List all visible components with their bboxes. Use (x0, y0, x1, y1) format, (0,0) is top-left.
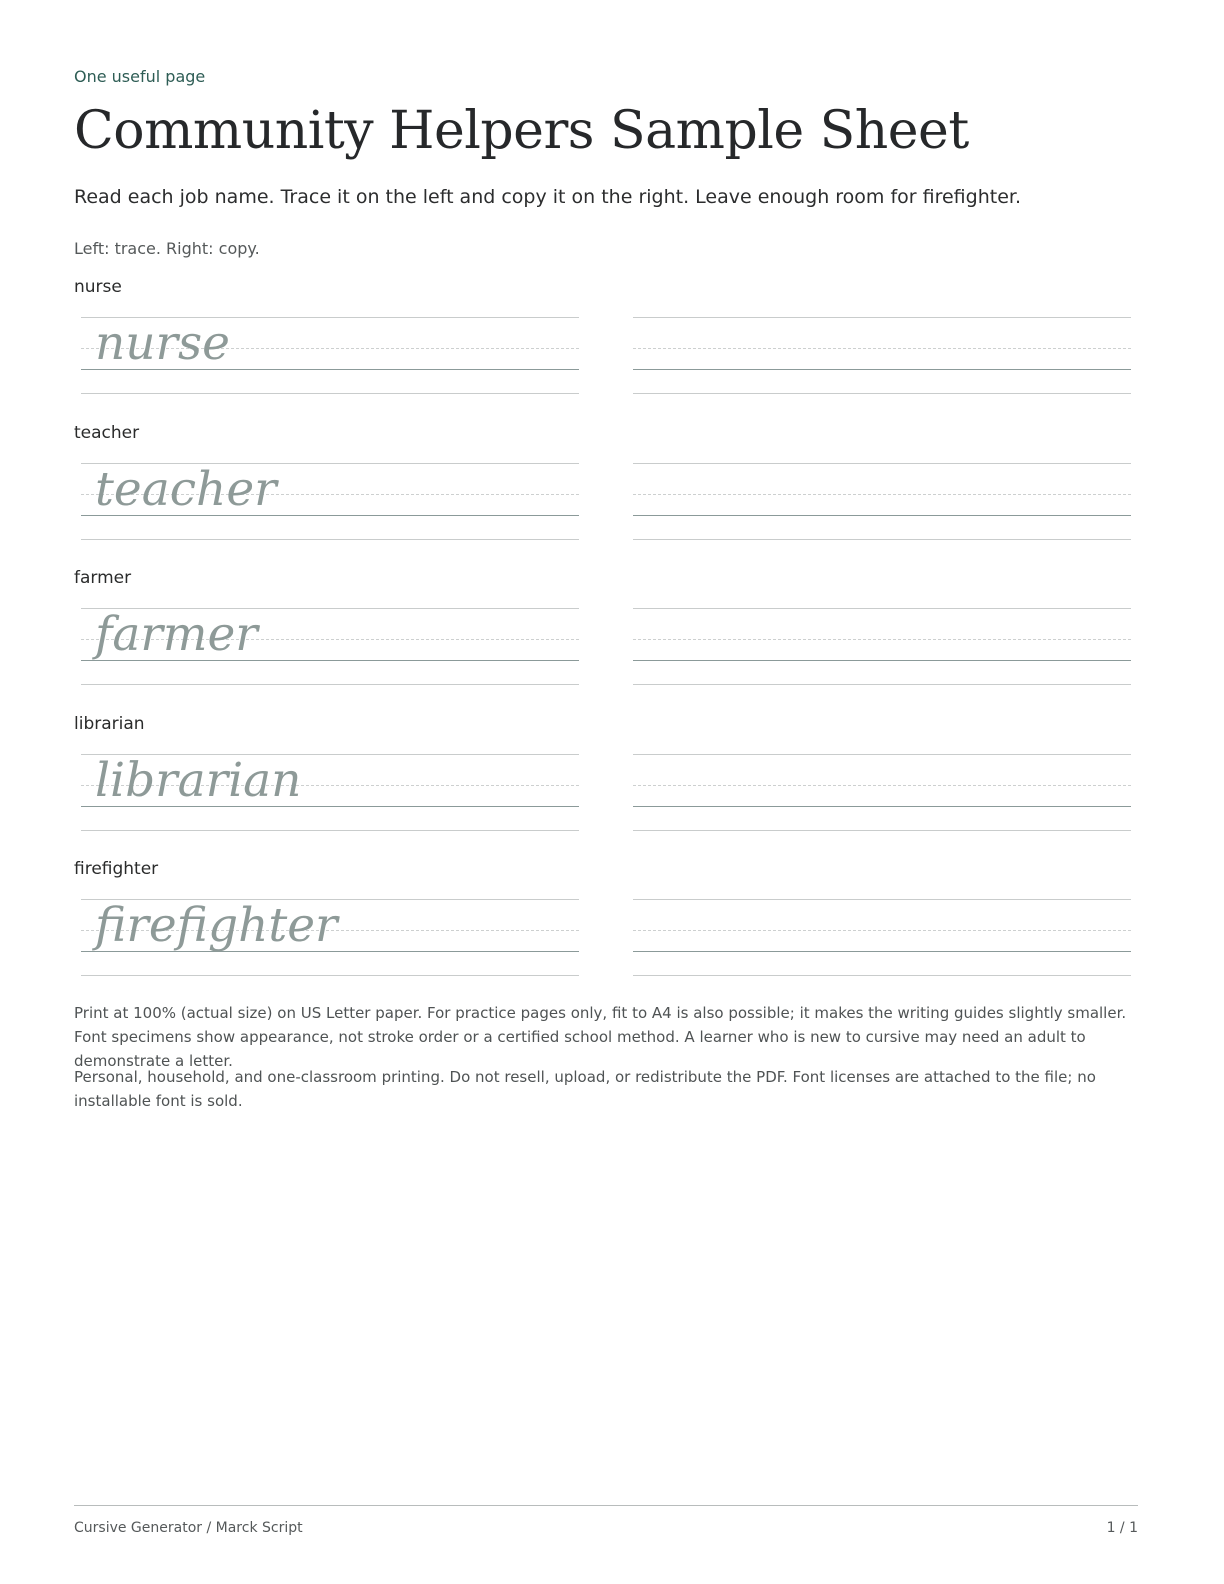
trace-guide (81, 452, 579, 540)
baseline (633, 951, 1131, 952)
print-note: Print at 100% (actual size) on US Letter paper. For practice pages only, fit to A4 is also possible; it makes the writing guides slightly smaller. Font specimens show appearance, not stroke order or a certified school method. A learner who is new to cursive may need an adult to demonstrate a letter. (74, 1004, 1127, 1070)
descender-line (633, 684, 1131, 685)
midline-dashed (633, 348, 1131, 349)
trace-word: teacher (95, 461, 277, 517)
word-label: librarian (74, 713, 145, 734)
practice-row-nurse (74, 276, 1138, 422)
trace-word: nurse (95, 316, 230, 371)
descender-line (633, 393, 1131, 394)
page-title: Community Helpers Sample Sheet (74, 101, 969, 161)
trace-word: farmer (95, 607, 258, 662)
ascender-line (633, 899, 1131, 900)
descender-line (81, 393, 579, 394)
footer-divider (74, 1505, 1138, 1506)
trace-guide (81, 888, 579, 976)
word-label: farmer (74, 568, 132, 588)
trace-word: firefighter (95, 898, 338, 953)
trace-guide (81, 306, 579, 394)
copy-guide (633, 888, 1131, 976)
descender-line (81, 830, 579, 831)
page-number: 1 / 1 (1106, 1520, 1138, 1536)
trace-word: librarian (95, 752, 302, 808)
ascender-line (633, 317, 1131, 318)
copy-guide (633, 597, 1131, 685)
word-label: nurse (74, 277, 122, 297)
trace-guide (81, 597, 579, 685)
instructions-text: Read each job name. Trace it on the left and copy it on the right. Leave enough room for firefighter. (74, 186, 1021, 208)
baseline (633, 660, 1131, 661)
descender-line (633, 830, 1131, 831)
practice-row-firefighter (74, 858, 1138, 1004)
footer-credit: Cursive Generator / Marck Script (74, 1520, 303, 1536)
copy-guide (633, 452, 1131, 540)
practice-rows (74, 276, 1138, 1004)
baseline (633, 369, 1131, 370)
descender-line (81, 684, 579, 685)
copy-guide (633, 306, 1131, 394)
descender-line (633, 539, 1131, 540)
word-label: teacher (74, 422, 140, 443)
ascender-line (633, 754, 1131, 755)
baseline (633, 806, 1131, 807)
midline-dashed (633, 494, 1131, 495)
eyebrow-label: One useful page (74, 67, 206, 86)
practice-row-farmer (74, 567, 1138, 713)
trace-copy-legend: Left: trace. Right: copy. (74, 239, 260, 258)
copy-guide (633, 743, 1131, 831)
midline-dashed (633, 639, 1131, 640)
practice-row-teacher (74, 422, 1138, 568)
descender-line (81, 975, 579, 976)
worksheet-page (74, 0, 1138, 1584)
license-note: Personal, household, and one-classroom printing. Do not resell, upload, or redistribute the PDF. Font licenses are attached to the file; no installable font is sold. (74, 1068, 1096, 1110)
word-label: firefighter (74, 859, 159, 879)
descender-line (633, 975, 1131, 976)
descender-line (81, 539, 579, 540)
trace-guide (81, 743, 579, 831)
baseline (633, 515, 1131, 516)
practice-row-librarian (74, 713, 1138, 859)
midline-dashed (633, 930, 1131, 931)
midline-dashed (633, 785, 1131, 786)
ascender-line (633, 608, 1131, 609)
ascender-line (633, 463, 1131, 464)
